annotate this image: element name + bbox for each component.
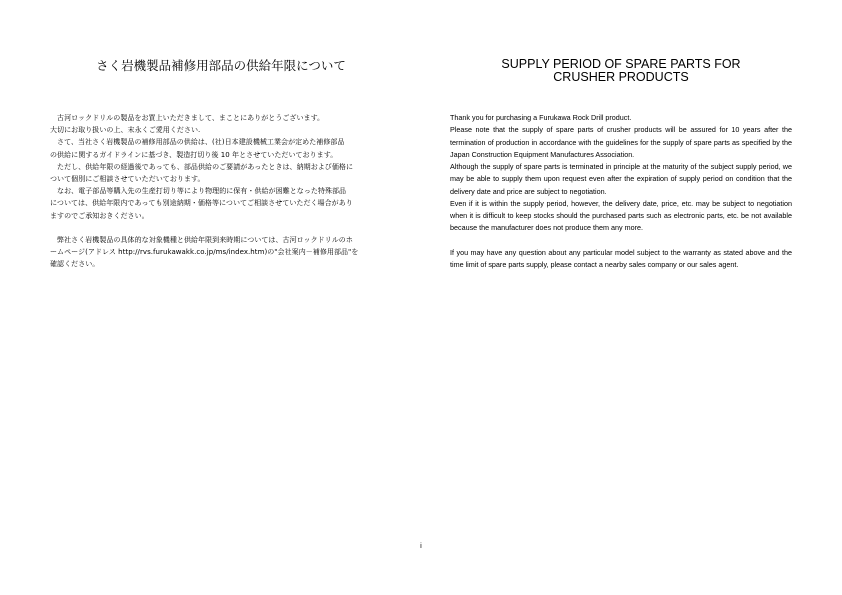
- japanese-line: ームページ(アドレス http://rvs.furukawakk.co.jp/ms/index.htm)の"会社案内－補修用部品"を: [50, 248, 359, 257]
- english-title-line-1: SUPPLY PERIOD OF SPARE PARTS FOR: [501, 57, 741, 71]
- japanese-line: の供給に関するガイドラインに基づき、製造打切り後 10 年とさせていただいております。: [50, 150, 338, 159]
- japanese-title: さく岩機製品補修用部品の供給年限について: [96, 58, 346, 73]
- japanese-line: さて、当社さく岩機製品の補修用部品の供給は、(社)日本建設機械工業会が定めた補修部品: [50, 138, 345, 147]
- english-title-line-2: CRUSHER PRODUCTS: [553, 70, 689, 84]
- english-body: [450, 112, 792, 271]
- japanese-line: 弊社さく岩機製品の具体的な対象機種と供給年限到来時期については、古河ロックドリルのホ: [50, 236, 353, 245]
- japanese-line: ついて個別にご相談させていただいております。: [50, 175, 205, 184]
- page-number: i: [420, 541, 422, 550]
- japanese-line: ますのでご承知おきください。: [50, 211, 149, 220]
- japanese-line: ただし、供給年限の経過後であっても、部品供給のご要請があったときは、納期および価格に: [50, 162, 354, 171]
- japanese-line: 確認ください。: [50, 260, 100, 269]
- japanese-line: については、供給年限内であっても別途納期・価格等についてご相談させていただく場合があり: [50, 199, 353, 208]
- japanese-line: 大切にお取り扱いの上、末永くご愛用ください.: [50, 126, 201, 135]
- english-paragraph-negotiation: Even if it is within the supply period, however, the delivery date, price, etc. may be subject to negotiation when it is difficult to keep stocks should the purchased parts such as electronic parts, etc. be not available because the manufacturer does not produce them any more.: [450, 198, 792, 233]
- english-paragraph-contact: If you may have any question about any particular model subject to the warranty as stated above and the time limit of spare parts supply, please contact a nearby sales company or our sales agent.: [450, 247, 792, 269]
- english-paragraph-thanks: Thank you for purchasing a Furukawa Rock Drill product.: [450, 113, 632, 122]
- paragraph-gap: [450, 235, 792, 247]
- japanese-body: [50, 112, 392, 271]
- japanese-line: 古河ロックドリルの製品をお買上いただきまして、まことにありがとうございます。: [50, 114, 325, 122]
- english-paragraph-expiration: Although the supply of spare parts is terminated in principle at the maturity of the subject supply period, we may be able to supply them upon request even after the expiration of supply period on condition that the delivery date and price are subject to negotiation.: [450, 162, 792, 196]
- paragraph-gap: [50, 222, 392, 234]
- english-paragraph-supply: Please note that the supply of spare parts of crusher products will be assured for 10 years after the termination of production in accordance with the guidelines for the supply of spare parts as specified by the Japan Construction Equipment Manufactures Association.: [450, 125, 792, 159]
- english-title: [450, 58, 792, 84]
- japanese-line: なお、電子部品等購入先の生産打切り等により物理的に保有・供給が困難となった特殊部品: [50, 187, 347, 196]
